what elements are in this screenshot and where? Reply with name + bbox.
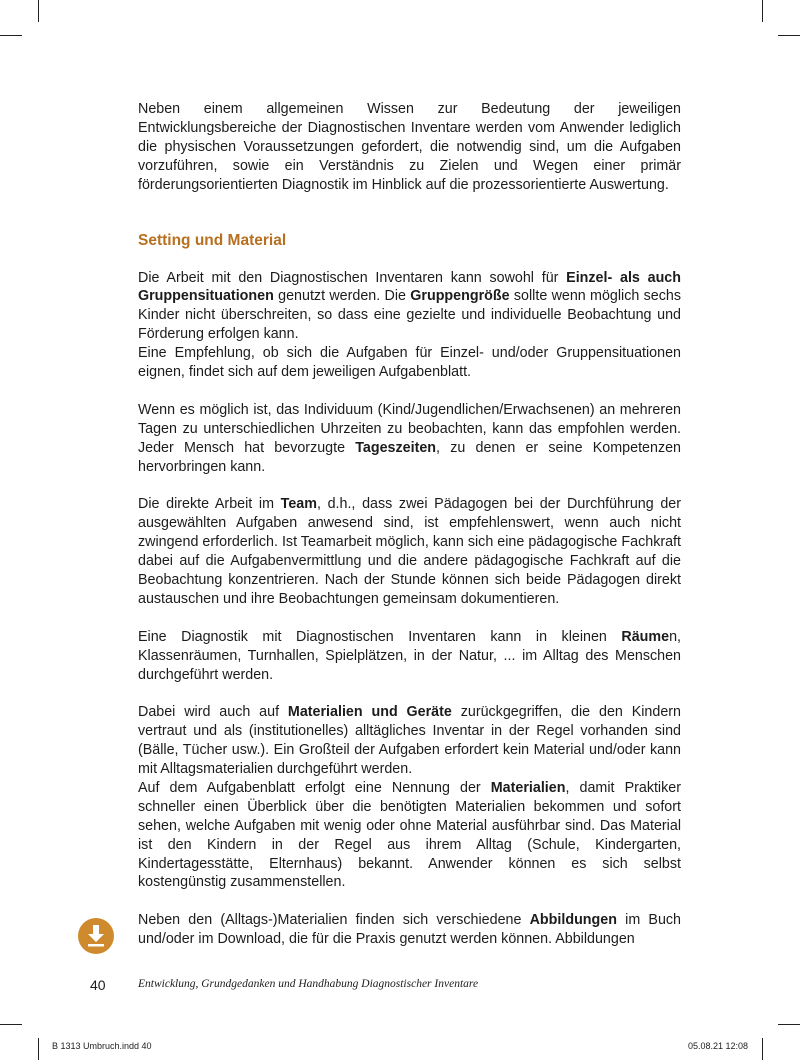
text: Wenn es möglich ist, das Individuum (Kind/Jugendlichen/Erwachsenen) an mehreren Tagen zu unterschiedlichen Uhrzeiten zu beobachten, kann das empfohlen werden. Jeder Mensch hat bevorzugte	[138, 401, 681, 456]
text: n, Klassenräumen, Turnhallen, Spielplätzen, in der Natur, ... im Alltag des Menschen durchgeführt werden.	[138, 628, 681, 683]
slug-timestamp: 05.08.21 12:08	[688, 1041, 749, 1051]
text: Die Arbeit mit den Diagnostischen Inventaren kann sowohl für	[138, 269, 567, 286]
text: Dabei wird auch auf	[138, 704, 288, 721]
bold-term: Abbildungen	[529, 912, 617, 929]
bold-term: Räume	[621, 628, 670, 645]
text: , d.h., dass zwei Pädagogen bei der Durchführung der ausgewählten Aufgaben anwesend sind, ist empfehlenswert, wenn auch nicht zwingend erforderlich. Ist Teamarbeit möglich, kann sich eine pädagogische Fachkraft dabei auf die Aufgabenvermittlung und die andere pädagogische Fachkraft auf die Beobachtung konzentrieren. Nach der Stunde können sich beide Pädagogen direkt austauschen und ihre Beobachtungen gemeinsam dokumentieren.	[138, 496, 681, 607]
text: , damit Praktiker schneller einen Überblick über die benötigten Materialien bekommen und sofort sehen, welche Aufgaben mit wenig oder ohne Material ausführbar sind. Das Material ist den Kindern in der Regel aus ihrem Alltag (Schule, Kindergarten, Kindertagesstätte, Elternhaus) bekannt. Anwender können es sich selbst kostengünstig zusammenstellen.	[138, 779, 681, 891]
text: Die direkte Arbeit im	[138, 496, 281, 513]
text: genutzt werden. Die	[273, 288, 411, 305]
paragraph-illustrations	[138, 911, 681, 949]
text: im Buch und/oder im Download, die für die Praxis genutzt werden können. Abbildungen	[138, 912, 681, 948]
paragraph-setting	[138, 269, 681, 345]
crop-mark	[778, 35, 800, 36]
intro-paragraph: Neben einem allgemeinen Wissen zur Bedeutung der jeweiligen Entwicklungsbereiche der Diagnostischen Inventare werden vom Anwender lediglich die physischen Voraussetzungen gefordert, die notwendig sind, um die Aufgaben vorzuführen, sowie ein Verständnis zu Zielen und Wegen einer primär förderungsorientierten Diagnostik im Hinblick auf die prozessorientierte Auswertung.	[138, 101, 681, 193]
paragraph-worksheet	[138, 779, 681, 892]
download-icon	[78, 918, 114, 954]
bold-term: Materialien	[490, 779, 566, 796]
crop-mark	[762, 1038, 763, 1060]
paragraph-team	[138, 495, 681, 608]
page-body	[138, 100, 681, 949]
text: Neben den (Alltags-)Materialien finden sich verschiedene	[138, 912, 530, 929]
bold-term: Team	[280, 496, 317, 513]
crop-mark	[0, 1024, 22, 1025]
text: sollte wenn möglich sechs Kinder nicht überschreiten, so dass eine gezielte und individuelle Beobachtung und Förderung erfolgen kann.	[138, 288, 681, 343]
bold-term: Tageszeiten	[355, 439, 437, 456]
paragraph-times	[138, 401, 681, 477]
crop-mark	[38, 1038, 39, 1060]
crop-mark	[778, 1024, 800, 1025]
crop-mark	[0, 35, 22, 36]
text: , zu denen er seine Kompetenzen hervorbringen kann.	[138, 439, 681, 475]
crop-mark	[38, 0, 39, 22]
crop-mark	[762, 0, 763, 22]
section-heading: Setting und Material	[138, 231, 287, 249]
running-title: Entwicklung, Grundgedanken und Handhabung Diagnostischer Inventare	[138, 978, 479, 990]
bold-term: Materialien und Geräte	[287, 704, 452, 721]
text: Eine Diagnostik mit Diagnostischen Inventaren kann in kleinen	[138, 628, 622, 645]
slug-filename: B 1313 Umbruch.indd 40	[52, 1041, 152, 1051]
bold-term: Einzel- als auch Gruppensituationen	[138, 269, 681, 305]
paragraph-materials	[138, 703, 681, 779]
text: Auf dem Aufgabenblatt erfolgt eine Nennung der	[138, 779, 491, 796]
paragraph-rooms	[138, 628, 681, 685]
page-number: 40	[90, 977, 106, 993]
bold-term: Gruppengröße	[410, 288, 510, 305]
paragraph-recommendation: Eine Empfehlung, ob sich die Aufgaben für Einzel- und/oder Gruppensituationen eignen, findet sich auf dem jeweiligen Aufgabenblatt.	[138, 345, 681, 381]
text: zurückgegriffen, die den Kindern vertraut und als (institutionelles) alltägliches Inventar in der Regel vorhanden sind (Bälle, Tücher usw.). Ein Großteil der Aufgaben erfordert kein Material und/oder kann mit Alltagsmaterialien durchgeführt werden.	[138, 704, 682, 778]
